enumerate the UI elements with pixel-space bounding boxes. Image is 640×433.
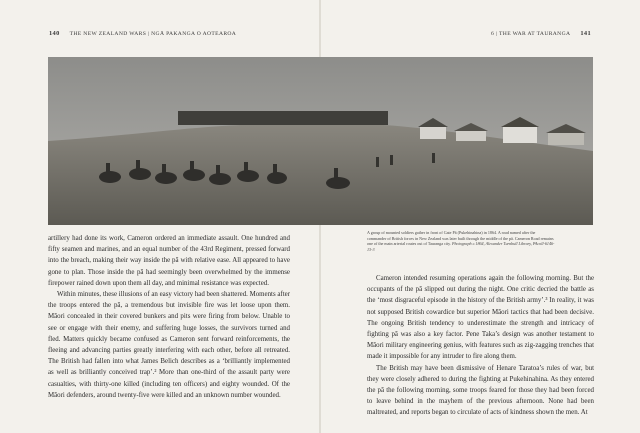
paragraph: Within minutes, these illusions of an easy victory had been shattered. Moments after the troops entered the pā, a tremendous but invisible fire was let loose upon them. Māori concealed in their covered bunkers and pits were firing from below. Unable to see or engage with their enemy, and suffering huge losses, the survivors turned and fled. Matters quickly became confused as Cameron sent forward reinforcements, the fleeing and advancing parties greatly interfering with each other, before all retreated. The British had fallen into what James Belich describes as a ‘brilliantly implemented as well as brilliantly conceived trap’.² More than one-third of the assault party were casualties, with thirty-one killed (including ten officers) and eighty wounded. Of the Māori defenders, around twenty-five were killed and an unknown number wounded. (48, 291, 290, 399)
pa-palisade (178, 111, 388, 125)
right-running-title: 6 | THE WAR AT TAURANGA (491, 31, 571, 37)
caption-credit: Photograph c.1864, Alexander Turnbull Library, PAcoll-6146-13-3 (367, 241, 555, 252)
photo-caption (367, 230, 555, 252)
paragraph: Cameron intended resuming operations again the following morning. But the occupants of the pā slipped out during the night. One critic decried the battle as the ‘most disgraceful episode in the history of the British army’.³ In reality, it was not supposed British cowardice but superior Māori tactics that had been decisive. The ongoing British tendency to underestimate the strength and intricacy of fighting pā was also a key factor. Pene Taka’s design was another testament to Māori military engineering genius, with features such as zig-zagging trenches that made it impossible for any intruder to fire along them. (367, 275, 594, 361)
caption-text: A group of mounted soldiers gather in front of Gate Pā (Pukehinahina) in 1864. A road named after the commander of British forces in New Zealand was later built through the middle of the pā. Cameron Road remains one of the main arterial routes out of Tauranga city. (367, 230, 554, 246)
running-head-right (491, 30, 591, 37)
paragraph: The British may have been dismissive of Henare Taratoa’s rules of war, but they were closely adhered to during the fighting at Pukehinahina. As they entered the pā the following morning, some troops feared for those they had been forced to leave behind in the mayhem of the previous afternoon. None had been maltreated, and reports began to circulate of acts of kindness shown the men. At (367, 364, 594, 417)
historical-photograph (48, 57, 593, 225)
right-page-number: 141 (580, 30, 591, 37)
right-text-column (367, 273, 594, 419)
left-text-column (48, 233, 290, 401)
photograph-image (48, 57, 593, 225)
running-head-left (49, 30, 236, 37)
left-running-title: THE NEW ZEALAND WARS | NGĀ PAKANGA O AOTEAROA (69, 31, 237, 37)
left-page-number: 140 (49, 30, 60, 37)
paragraph: artillery had done its work, Cameron ordered an immediate assault. One hundred and fifty seamen and marines, and an equal number of the 43rd Regiment, pressed forward into the breach, making their way inside the pā with relative ease. All appeared to have gone to plan. Those inside the pā had seemingly been overwhelmed by the immense firepower rained down upon them all day, and minimal resistance was expected. (48, 235, 290, 287)
